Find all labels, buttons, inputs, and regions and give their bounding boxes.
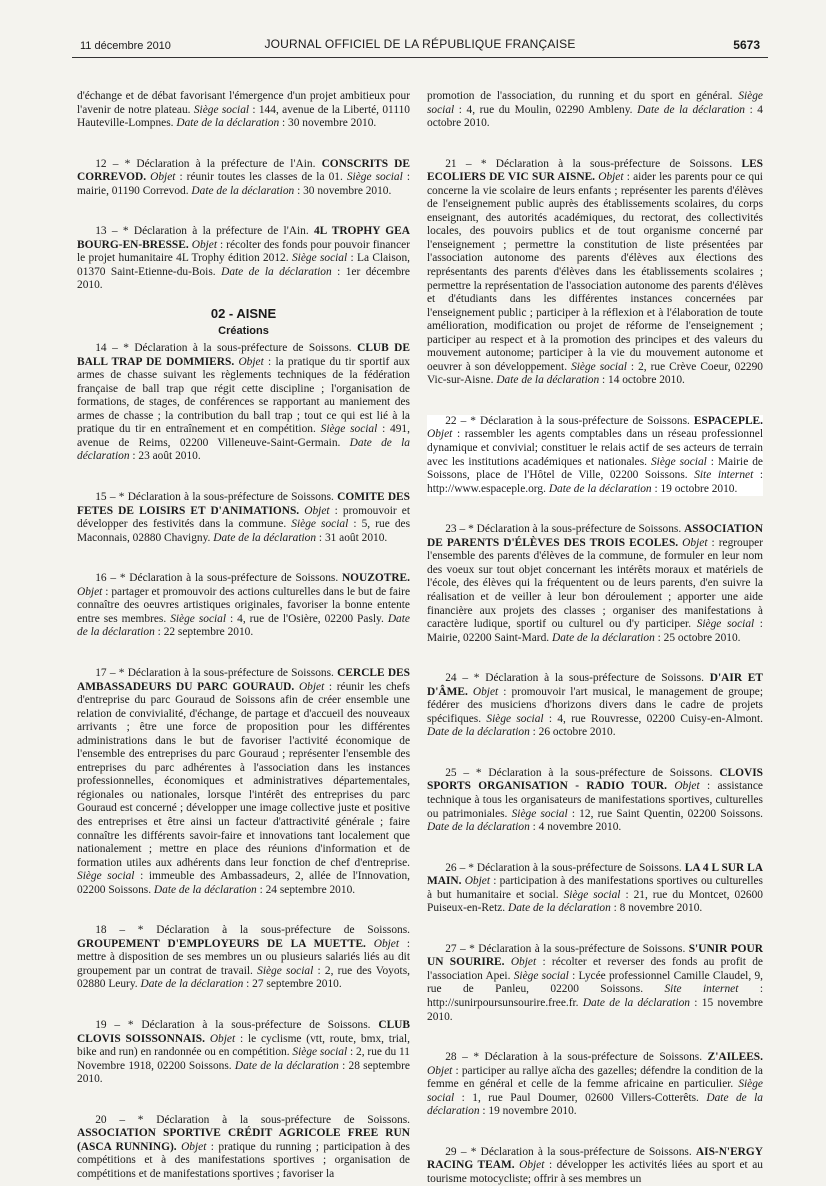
page-header xyxy=(80,37,760,55)
header-date: 11 décembre 2010 xyxy=(80,40,171,52)
left-column xyxy=(77,90,410,1181)
creations-heading: Créations xyxy=(218,324,269,337)
entry-22: 22 – * Déclaration à la sous-préfecture de Soissons. ESPACEPLE. Objet : rassembler les agents comptables dans un réseau professionnel dynamique et convivial; constituer le relais actif de ses acteurs de terrain avec les institutions académiques et nationales. Siège social : Mairie de Soissons, place de l'Hôtel de Ville, 02200 Soissons. Site internet : http://www.espaceple.org. Date de la déclaration : 19 octobre 2010. xyxy=(427,414,763,495)
entry-25: 25 – * Déclaration à la sous-préfecture de Soissons. CLOVIS SPORTS ORGANISATION - RADIO TOUR. Objet : assistance technique à tous les organisateurs de manifestations sportives, culturelles ou patrimoniales. Siège social : 12, rue Saint Quentin, 02200 Soissons. Date de la déclaration : 4 novembre 2010. xyxy=(427,766,764,834)
header-title: JOURNAL OFFICIEL DE LA RÉPUBLIQUE FRANÇAISE xyxy=(264,37,576,51)
entry-20: 20 – * Déclaration à la sous-préfecture de Soissons. ASSOCIATION SPORTIVE CRÉDIT AGRICOLE FREE RUN (ASCA RUNNING). Objet : pratique du running ; participation à des compétitions et à des manifestations sportives ; organisation de compétitions et de manifestations sportives ; favoriser la xyxy=(77,1113,410,1180)
entry-12: 12 – * Déclaration à la préfecture de l'Ain. CONSCRITS DE CORREVOD. Objet : réunir toutes les classes de la 01. Siège social : mairie, 01190 Correvod. Date de la déclaration : 30 novembre 2010. xyxy=(77,157,410,197)
entry-19: 19 – * Déclaration à la sous-préfecture de Soissons. CLUB CLOVIS SOISSONNAIS. Objet : le cyclisme (vtt, route, bmx, trial, bike and run) en randonnée ou en compétition. Siège social : 2, rue du 11 Novembre 1918, 02200 Soissons. Date de la déclaration : 28 septembre 2010. xyxy=(77,1018,411,1086)
entry-13: 13 – * Déclaration à la préfecture de l'Ain. 4L TROPHY GEA BOURG-EN-BRESSE. Objet : récolter des fonds pour pouvoir financer le projet humanitaire 4L Trophy édition 2012. Siège social : La Claison, 01370 Saint-Etienne-du-Bois. Date de la déclaration : 1er décembre 2010. xyxy=(77,225,410,292)
right-column xyxy=(427,90,763,1186)
entry-continued-left: d'échange et de débat favorisant l'émergence d'un projet ambitieux pour l'avenir de notre plateau. Siège social : 144, avenue de la Liberté, 01110 Hauteville-Lompnes. Date de la déclaration : 30 novembre 2010. xyxy=(77,90,410,130)
entry-16: 16 – * Déclaration à la sous-préfecture de Soissons. NOUZOTRE. Objet : partager et promouvoir des actions culturelles dans le but de faire connaître des oeuvres artistiques originales, favoriser la bonne entente entre ses membres. Siège social : 4, rue de l'Osière, 02200 Pasly. Date de la déclaration : 22 septembre 2010. xyxy=(77,572,410,639)
entry-28: 28 – * Déclaration à la sous-préfecture de Soissons. Z'AILEES. Objet : participer au rallye aïcha des gazelles; défendre la condition de la femme en général et celle de la femme africaine en particulier. Siège social : 1, rue Paul Doumer, 02600 Villers-Cotterêts. Date de la déclaration : 19 novembre 2010. xyxy=(427,1051,763,1118)
entry-23: 23 – * Déclaration à la sous-préfecture de Soissons. ASSOCIATION DE PARENTS D'ÉLÈVES DES TROIS ECOLES. Objet : regrouper l'ensemble des parents d'élèves de la commune, de formuler en leur nom des voeux sur tout objet concernant les intérêts moraux et matériels de l'école, des élèves qui la fréquentent ou de leurs parents, d'en suivre la réalisation et de veiller à leur bon déroulement ; apporter une aide financière aux projets des classes ; organiser des manifestations à caractère ludique, sportif ou culturel ou d'y participer. Siège social : Mairie, 02200 Saint-Mard. Date de la déclaration : 25 octobre 2010. xyxy=(427,523,763,644)
entry-29: 29 – * Déclaration à la sous-préfecture de Soissons. AIS-N'ERGY RACING TEAM. Objet : développer les activités liées au sport et au tourisme motocycliste; offrir à ses membres un xyxy=(427,1145,763,1185)
page-number: 5673 xyxy=(733,38,760,52)
entry-21: 21 – * Déclaration à la sous-préfecture de Soissons. LES ECOLIERS DE VIC SUR AISNE. Objet : aider les parents pour ce qui concerne la vie scolaire de leurs enfants ; représenter les parents d'élèves de l'enseignement public auprès des établissements scolaires, du corps enseignant, des autorités académiques, du rectorat, des collectivités locales, des pouvoirs publics et de tout organisme concerné par l'enseignement ; permettre la constitution de liste présentées par l'association autonome des parents d'élèves aux élections des représentants des parents d'élèves dans les établissements scolaires ; permettre la représentation de l'association autonome des parents d'élèves et d'étudiants dans les différentes instances concernées par l'enseignement public ; participer à la réflexion et à l'élaboration de toute amélioration, modification ou projet de réforme de l'enseignement ; participer au respect et à la promotion des principes et des valeurs du mouvement autonome; participer à la vie du mouvement autonome et oeuvrer à son développement. Siège social : 2, rue Crève Coeur, 02290 Vic-sur-Aisne. Date de la déclaration : 14 octobre 2010. xyxy=(427,157,764,387)
entry-26: 26 – * Déclaration à la sous-préfecture de Soissons. LA 4 L SUR LA MAIN. Objet : participation à des manifestations sportives ou culturelles à but humanitaire et social. Siège social : 21, rue du Montcet, 02600 Puiseux-en-Retz. Date de la déclaration : 8 novembre 2010. xyxy=(427,861,764,915)
header-rule xyxy=(72,57,768,58)
department-heading: 02 - AISNE xyxy=(210,306,277,322)
entry-15: 15 – * Déclaration à la sous-préfecture de Soissons. COMITE DES FETES DE LOISIRS ET D'ANIMATIONS. Objet : promouvoir et développer des festivités dans la commune. Siège social : 5, rue des Maconnais, 02880 Chavigny. Date de la déclaration : 31 août 2010. xyxy=(77,491,411,544)
entry-24: 24 – * Déclaration à la sous-préfecture de Soissons. D'AIR ET D'ÂME. Objet : promouvoir l'art musical, le management de groupe; fédérer des musiciens d'horizons divers dans le cadre de projets spécifiques. Siège social : 4, rue Rouvresse, 02200 Cuisy-en-Almont. Date de la déclaration : 26 octobre 2010. xyxy=(427,672,763,739)
entry-27: 27 – * Déclaration à la sous-préfecture de Soissons. S'UNIR POUR UN SOURIRE. Objet : récolter et reverser des fonds au profit de l'association Apei. Siège social : Lycée professionnel Camille Claudel, 9, rue de Panleu, 02200 Soissons. Site internet : http://sunirpoursunsourire.free.fr. Date de la déclaration : 15 novembre 2010. xyxy=(427,942,763,1023)
entry-18: 18 – * Déclaration à la sous-préfecture de Soissons. GROUPEMENT D'EMPLOYEURS DE LA MUETTE. Objet : mettre à disposition de ses membres un ou plusieurs salariés liés au dit groupement par un contrat de travail. Siège social : 2, rue des Voyots, 02880 Leury. Date de la déclaration : 27 septembre 2010. xyxy=(77,924,410,991)
entry-continued-right: promotion de l'association, du running et du sport en général. Siège social : 4, rue du Moulin, 02290 Ambleny. Date de la déclaration : 4 octobre 2010. xyxy=(427,90,763,130)
entry-14: 14 – * Déclaration à la sous-préfecture de Soissons. CLUB DE BALL TRAP DE DOMMIERS. Objet : la pratique du tir sportif aux armes de chasse suivant les règlements techniques de la fédération française de ball trap que régit cette discipline ; l'organisation de formations, de stages, de conférences se rapportant au maniement des armes de chasse ; la contribution du ball trap ; tout ce qui est lié à la pratique du tir en entraînement et en compétition. Siège social : 491, avenue de Reims, 02200 Villeneuve-Saint-Germain. Date de la déclaration : 23 août 2010. xyxy=(77,342,411,463)
entry-17: 17 – * Déclaration à la sous-préfecture de Soissons. CERCLE DES AMBASSADEURS DU PARC GOURAUD. Objet : réunir les chefs d'entreprise du parc Gouraud de Soissons afin de créer ensemble une relation de convivialité, d'échange, de partage et d'accueil des nouveaux arrivants ; être une force de proposition pour les différentes administrations dans le but de favoriser l'activité économique de l'ensemble des entreprises du parc Gouraud ; représenter l'ensemble des entreprises du parc adhérentes à l'association dans les instances professionnelles, économiques et administratives départementales, régionales ou nationales, lorsque l'intérêt des entreprises du parc Gouraud est concerné ; développer une image collective juste et positive des entreprises et être ainsi un facteur d'attractivité générale ; faire connaître les différents savoir-faire et innovations tant localement que nationalement ; mettre en place des réunions d'information et de formation utiles aux adhérents dans leur fonction de chef d'entreprise. Siège social : immeuble des Ambassadeurs, 2, allée de l'Innovation, 02200 Soissons. Date de la déclaration : 24 septembre 2010. xyxy=(77,666,410,896)
